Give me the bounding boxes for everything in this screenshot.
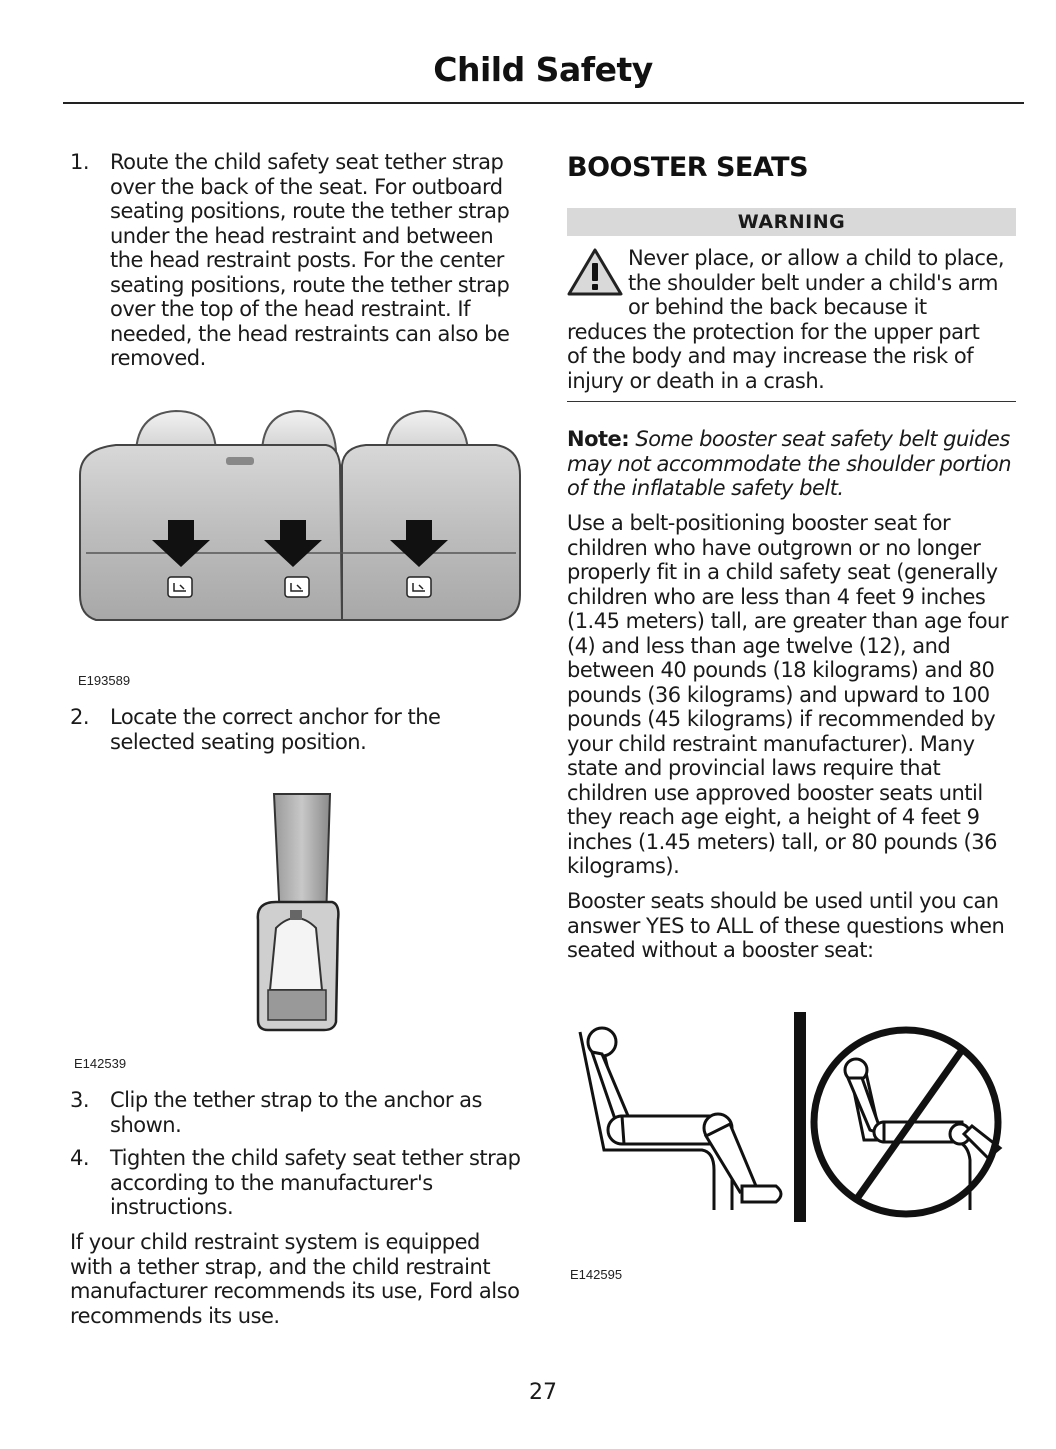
warning-banner: WARNING (567, 208, 1016, 236)
comparison-divider (794, 1012, 806, 1222)
step-number: 2. (70, 705, 90, 729)
warning-triangle-icon (566, 247, 624, 297)
closing-paragraph: If your child restraint system is equipped with a tether strap, and the child restraint manufacturer recommends its use, Ford also recommends its use. (70, 1230, 520, 1328)
warning-divider (567, 401, 1016, 402)
figure-label: E193589 (78, 673, 131, 688)
figure-label: E142595 (570, 1267, 623, 1282)
tether-anchor-icon (285, 577, 309, 597)
step-3 (70, 1088, 522, 1137)
warning-line: or behind the back because it (628, 295, 927, 319)
step-number: 3. (70, 1088, 90, 1112)
step-4 (70, 1146, 522, 1220)
rear-seat-anchors-illustration (76, 405, 524, 630)
step-number: 4. (70, 1146, 90, 1170)
tether-anchor-icon (168, 577, 192, 597)
step-2 (70, 705, 522, 754)
step-number: 1. (70, 150, 90, 174)
warning-line: reduces the protection for the upper part (567, 320, 980, 344)
step-text: Locate the correct anchor for the selected seating position. (110, 705, 441, 754)
section-heading: BOOSTER SEATS (567, 152, 809, 183)
booster-questions-intro: Booster seats should be used until you can answer YES to ALL of these questions when seated without a booster seat: (567, 889, 1005, 962)
page-number: 27 (529, 1380, 557, 1405)
tether-strap-clip-illustration (250, 790, 342, 1035)
warning-line: of the body and may increase the risk of (567, 344, 974, 368)
warning-line: injury or death in a crash. (567, 369, 825, 393)
page-title: Child Safety (433, 50, 653, 89)
step-1 (70, 150, 522, 371)
warning-line: the shoulder belt under a child's arm (628, 271, 998, 295)
note (567, 427, 1019, 501)
step-text: Route the child safety seat tether strap over the back of the seat. For outboard seating positions, route the tether strap under the head restraint and between the head restraint posts. For the center seating positions, route the tether strap over the top of the head restraint. If needed, the head restraints can also be removed. (110, 150, 510, 370)
booster-paragraph: Use a belt-positioning booster seat for children who have outgrown or no longer properly fit in a child safety seat (generally children who are less than 4 feet 9 inches (1.45 meters) tall, are greater than age four (4) and less than age twelve (12), and between 40 pounds (18 kilograms) and 80 pounds (36 kilograms) and upward to 100 pounds (45 kilograms) if recommended by your child restraint manufacturer). Many state and provincial laws require that children use approved booster seats until they reach age eight, a height of 4 feet 9 inches (1.45 meters) tall, or 80 pounds (36 kilograms). (567, 511, 1008, 878)
title-divider (63, 102, 1024, 104)
booster-seat-posture-illustration (572, 1010, 1012, 1225)
step-text: Clip the tether strap to the anchor as shown. (110, 1088, 482, 1137)
note-label: Note: (567, 427, 630, 451)
note-text: Some booster seat safety belt guides may not accommodate the shoulder portion of the inflatable safety belt. (567, 427, 1012, 500)
warning-line: Never place, or allow a child to place, (628, 246, 1005, 270)
correct-seating-figure (580, 1028, 781, 1210)
tether-anchor-icon (407, 577, 431, 597)
figure-label: E142539 (74, 1056, 127, 1071)
step-text: Tighten the child safety seat tether strap according to the manufacturer's instructions. (110, 1146, 521, 1219)
